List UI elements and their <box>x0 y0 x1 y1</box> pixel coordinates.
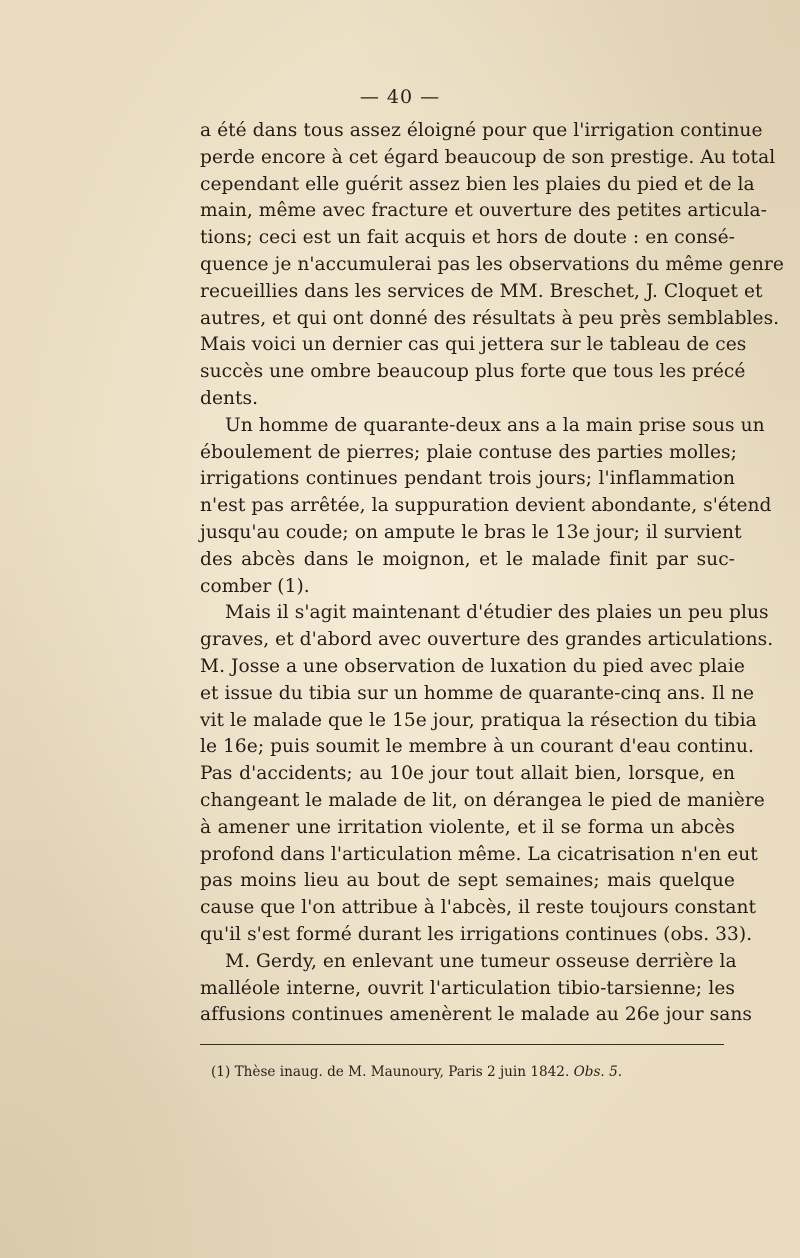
text-line: et issue du tibia sur un homme de quarante-cinq ans. Il ne <box>200 682 755 704</box>
text-line: malléole interne, ouvrit l'articulation tibio-tarsienne; les <box>200 977 735 999</box>
text-line: jusqu'au coude; on ampute le bras le 13e jour; il survient <box>200 521 742 543</box>
text-line: profond dans l'articulation même. La cicatrisation n'en eut <box>200 843 758 865</box>
footnote-rule <box>200 1044 724 1045</box>
text-line: qu'il s'est formé durant les irrigations continues (obs. 33). <box>200 923 753 945</box>
footnote-obs: Obs. 5. <box>573 1064 623 1080</box>
text-line: a été dans tous assez éloigné pour que l'irrigation continue <box>200 120 763 141</box>
text-line: à amener une irritation violente, et il se forma un abcès <box>200 816 735 838</box>
text-line: irrigations continues pendant trois jours; l'inflammation <box>200 468 735 490</box>
text-line: perde encore à cet égard beaucoup de son prestige. Au total <box>200 146 776 168</box>
footnote <box>211 1064 622 1080</box>
text-line: Mais voici un dernier cas qui jettera sur le tableau de ces <box>200 334 747 356</box>
text-line: vit le malade que le 15e jour, pratiqua la résection du tibia <box>200 709 757 731</box>
text-line: tions; ceci est un fait acquis et hors de doute : en consé- <box>200 227 735 249</box>
text-line: Mais il s'agit maintenant d'étudier des plaies un peu plus <box>225 602 769 624</box>
text-line: n'est pas arrêtée, la suppuration devient abondante, s'étend <box>200 495 772 517</box>
text-line: Pas d'accidents; au 10e jour tout allait bien, lorsque, en <box>200 763 735 785</box>
text-line: cause que l'on attribue à l'abcès, il reste toujours constant <box>200 897 757 919</box>
text-line: succès une ombre beaucoup plus forte que tous les précé <box>200 361 746 383</box>
text-line: changeant le malade de lit, on dérangea le pied de manière <box>200 789 765 811</box>
text-line: quence je n'accumulerai pas les observations du même genre <box>200 253 784 275</box>
footnote-text: (1) Thèse inaug. de M. Maunoury, Paris 2 juin 1842. <box>211 1064 570 1080</box>
page-number: — 40 — <box>359 86 441 108</box>
text-line: M. Josse a une observation de luxation du pied avec plaie <box>200 655 745 677</box>
text-line: graves, et d'abord avec ouverture des grandes articulations. <box>200 629 774 651</box>
text-line: main, même avec fracture et ouverture des petites articula- <box>200 200 767 222</box>
text-line: le 16e; puis soumit le membre à un courant d'eau continu. <box>200 736 754 758</box>
text-line: cependant elle guérit assez bien les plaies du pied et de la <box>200 173 755 195</box>
text-line: des abcès dans le moignon, et le malade finit par suc- <box>200 548 735 570</box>
text-line: autres, et qui ont donné des résultats à peu près semblables. <box>200 307 780 329</box>
text-line: Un homme de quarante-deux ans a la main prise sous un <box>225 414 765 436</box>
text-line: affusions continues amenèrent le malade au 26e jour sans <box>200 1004 752 1026</box>
text-line: pas moins lieu au bout de sept semaines; mais quelque <box>200 870 735 892</box>
text-line: recueillies dans les services de MM. Breschet, J. Cloquet et <box>200 280 763 302</box>
text-line: dents. <box>200 387 259 409</box>
text-line: M. Gerdy, en enlevant une tumeur osseuse derrière la <box>225 950 737 972</box>
text-line: comber (1). <box>200 575 310 597</box>
text-line: éboulement de pierres; plaie contuse des parties molles; <box>200 441 737 463</box>
body-text <box>200 118 784 1029</box>
